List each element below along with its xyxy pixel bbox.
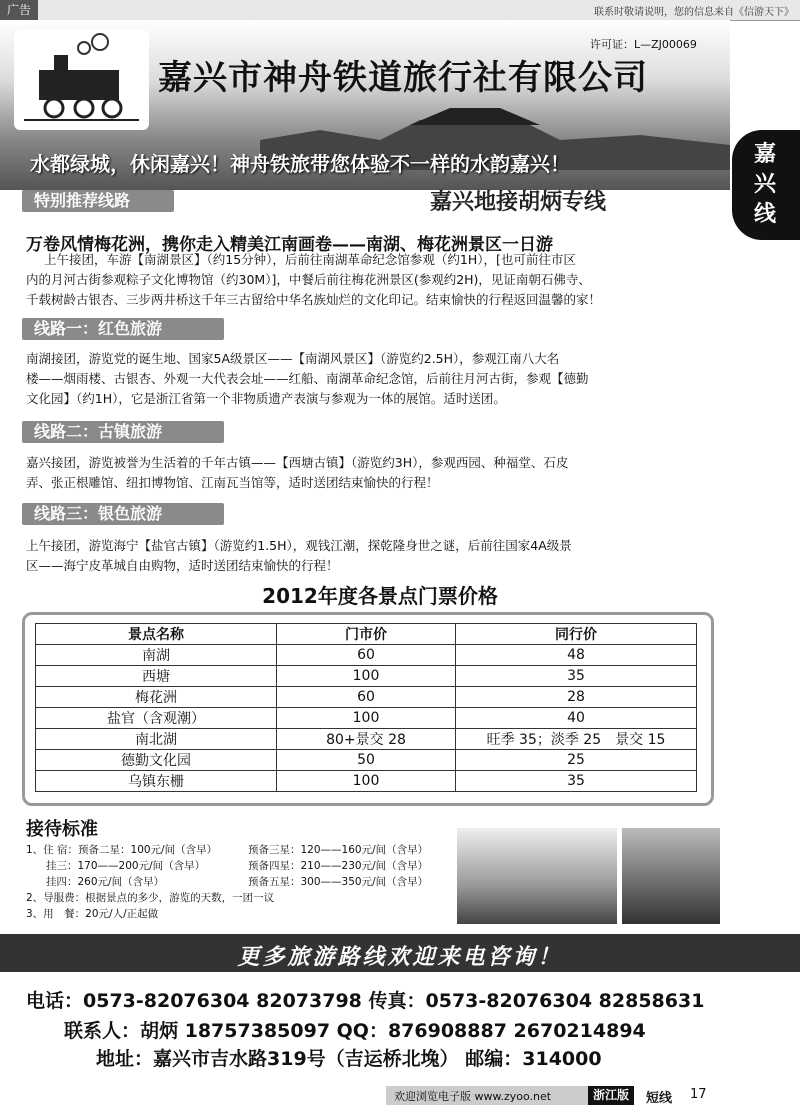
standard-line: 1、住 宿：预备二星：100元/间（含早） [26,844,218,856]
section-route-1: 线路一：红色旅游 [22,318,224,340]
featured-title: 万卷风情梅花洲，携你走入精美江南画卷——南湖、梅花洲景区一日游 [26,235,553,255]
footer-region: 浙江版 [588,1086,634,1105]
route3-body-2: 区——海宁皮革城自由购物，适时送团结束愉快的行程！ [26,558,339,573]
table-row [36,708,697,729]
footer-text: 欢迎浏览电子版 www.zyoo.net [394,1090,552,1103]
side-tab-label: 嘉兴线 [753,142,776,227]
table-row [36,666,697,687]
standard-line: 预备五星：300——350元/间（含早） [248,876,429,888]
col-header: 同行价 [456,624,697,645]
cell: 南北湖 [36,729,277,750]
cell: 梅花洲 [36,687,277,708]
table-row [36,729,697,750]
footer-category: 短线 [646,1091,673,1106]
cell: 西塘 [36,666,277,687]
ticket-table-frame [22,612,714,806]
banner-text: 更多旅游路线欢迎来电咨询！ [237,945,563,970]
company-name: 嘉兴市神舟铁道旅行社有限公司 [158,58,648,98]
ad-label: 广告 [0,0,38,20]
canal-photo [622,828,720,924]
ticket-table [35,623,697,792]
section-route-2: 线路二：古镇旅游 [22,421,224,443]
cell: 35 [456,771,697,792]
standard-line: 2、导服费：根据景点的多少，游览的天数，一团一议 [26,892,275,904]
featured-body-2: 内的月河古街参观粽子文化博物馆（约30M）]，中餐后前往梅花洲景区(参观约2H)，见证南朝石佛寺、 [26,272,591,287]
route1-body-2: 楼——烟雨楼、古银杏、外观一大代表会址——红船、南湖革命纪念馆，后前往月河古街，参观【德勤 [26,371,589,386]
cell: 28 [456,687,697,708]
cell: 25 [456,750,697,771]
cell: 德勤文化园 [36,750,277,771]
train-icon [14,30,149,130]
cell: 100 [277,771,456,792]
route1-body-1: 南湖接团，游览党的诞生地、国家5A级景区——【南湖风景区】（游览约2.5H），参观江南八大名 [26,351,560,366]
route2-body-2: 弄、张正根雕馆、纽扣博物馆、江南瓦当馆等，适时送团结束愉快的行程！ [26,475,439,490]
standard-line: 预备三星：120——160元/间（含早） [248,844,429,856]
cell: 100 [277,708,456,729]
table-row [36,750,697,771]
contact-address: 地址：嘉兴市吉水路319号（吉运桥北堍） 邮编：314000 [96,1048,602,1070]
train-logo [14,30,149,130]
route2-body-1: 嘉兴接团，游览被誉为生活着的千年古镇——【西塘古镇】（游览约3H），参观西园、种福堂、石皮 [26,455,569,470]
ticket-title: 2012年度各景点门票价格 [262,584,498,608]
col-header: 景点名称 [36,624,277,645]
cell: 60 [277,687,456,708]
cell: 80+景交 28 [277,729,456,750]
table-row [36,771,697,792]
featured-body-1: 上午接团，车游【南湖景区】（约15分钟），后前往南湖革命纪念馆参观（约1H），[也可前往市区 [44,252,576,267]
cell: 40 [456,708,697,729]
table-row [36,687,697,708]
cell: 50 [277,750,456,771]
section-route-3: 线路三：银色旅游 [22,503,224,525]
standard-line: 3、用 餐：20元/人/正起做 [26,908,159,920]
contact-phone: 电话：0573-82076304 82073798 传真：0573-82076304 82858631 [26,990,705,1012]
contact-person: 联系人：胡炳 18757385097 QQ：876908887 2670214894 [64,1020,646,1042]
cell: 35 [456,666,697,687]
standard-line: 挂四：260元/间（含早） [46,876,165,888]
featured-body-3: 千载树龄古银杏、三步两井桥这千年三古留给中华名族灿烂的文化印记。结束愉快的行程返回温馨的家！ [26,292,602,307]
permit-number: 许可证：L—ZJ00069 [590,38,697,51]
table-row [36,645,697,666]
boat-photo [457,828,617,924]
cell: 48 [456,645,697,666]
standard-line: 预备四星：210——230元/间（含早） [248,860,429,872]
cell: 60 [277,645,456,666]
table-header-row [36,624,697,645]
standard-line: 挂三：170——200元/间（含早） [46,860,206,872]
standards-title: 接待标准 [26,819,98,840]
cell: 旺季 35；淡季 25 景交 15 [456,729,697,750]
top-note: 联系时敬请说明，您的信息来自《信游天下》 [594,7,794,18]
sub-heading: 嘉兴地接胡炳专线 [430,190,607,215]
cell: 100 [277,666,456,687]
cell: 盐官（含观潮） [36,708,277,729]
slogan: 水都绿城，休闲嘉兴！神舟铁旅带您体验不一样的水韵嘉兴！ [30,152,570,176]
route1-body-3: 文化园】（约1H），它是浙江省第一个非物质遗产表演与参观为一体的展馆。适时送团。 [26,391,506,406]
cell: 南湖 [36,645,277,666]
page-number: 17 [690,1087,707,1102]
route3-body-1: 上午接团，游览海宁【盐官古镇】（游览约1.5H），观钱江潮，探乾隆身世之谜，后前往国家4A级景 [26,538,572,553]
col-header: 门市价 [277,624,456,645]
cell: 乌镇东栅 [36,771,277,792]
section-featured: 特别推荐线路 [22,190,174,212]
